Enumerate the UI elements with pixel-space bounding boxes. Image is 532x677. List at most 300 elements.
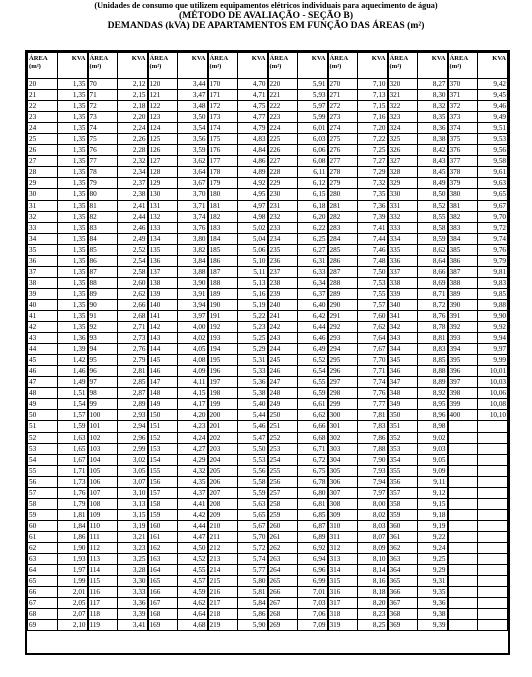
kva-cell: 3,91	[178, 288, 208, 299]
table-row	[28, 432, 508, 443]
kva-cell: 2,71	[118, 322, 148, 333]
table-row	[28, 299, 508, 310]
area-cell: 45	[28, 355, 58, 366]
kva-cell: 9,61	[478, 167, 508, 178]
kva-cell: 9,29	[418, 565, 448, 576]
area-cell: 187	[208, 266, 238, 277]
kva-cell: 6,81	[298, 498, 328, 509]
kva-cell: 1,35	[58, 255, 88, 266]
area-cell: 211	[208, 531, 238, 542]
kva-cell: 7,01	[298, 587, 328, 598]
area-cell: 118	[88, 609, 118, 620]
area-cell: 221	[268, 90, 298, 101]
area-cell: 322	[388, 101, 418, 112]
kva-cell: 9,42	[478, 79, 508, 90]
kva-cell: 5,53	[238, 454, 268, 465]
kva-cell: 8,62	[418, 244, 448, 255]
kva-cell: 9,35	[418, 587, 448, 598]
kva-cell: 5,02	[238, 222, 268, 233]
kva-cell: 4,11	[178, 377, 208, 388]
area-cell: 253	[268, 443, 298, 454]
kva-cell: 9,94	[478, 333, 508, 344]
kva-cell: 2,41	[118, 200, 148, 211]
kva-cell	[478, 421, 508, 432]
area-cell: 241	[268, 310, 298, 321]
area-cell: 233	[268, 222, 298, 233]
area-cell: 20	[28, 79, 58, 90]
table-row	[28, 200, 508, 211]
area-cell: 362	[388, 542, 418, 553]
kva-cell: 8,20	[358, 598, 388, 609]
area-cell: 139	[148, 288, 178, 299]
area-cell: 344	[388, 344, 418, 355]
table-row	[28, 421, 508, 432]
area-cell: 325	[388, 134, 418, 145]
kva-cell: 1,90	[58, 542, 88, 553]
kva-cell: 7,53	[358, 277, 388, 288]
kva-cell: 3,50	[178, 112, 208, 123]
kva-cell: 3,07	[118, 476, 148, 487]
kva-cell: 6,78	[298, 476, 328, 487]
kva-cell: 6,42	[298, 310, 328, 321]
area-cell: 315	[328, 576, 358, 587]
area-cell: 68	[28, 609, 58, 620]
area-cell: 176	[208, 145, 238, 156]
kva-cell: 9,92	[478, 322, 508, 333]
table-row	[28, 79, 508, 90]
kva-cell: 9,19	[418, 520, 448, 531]
table-row	[28, 476, 508, 487]
kva-cell: 8,52	[418, 200, 448, 211]
area-cell: 389	[448, 288, 478, 299]
kva-cell: 4,47	[178, 531, 208, 542]
kva-cell: 1,35	[58, 222, 88, 233]
area-cell: 121	[148, 90, 178, 101]
kva-cell: 2,18	[118, 101, 148, 112]
area-cell: 184	[208, 233, 238, 244]
area-cell: 220	[268, 79, 298, 90]
area-cell: 138	[148, 277, 178, 288]
area-cell: 205	[208, 465, 238, 476]
kva-cell: 2,52	[118, 244, 148, 255]
area-cell: 191	[208, 310, 238, 321]
area-cell: 35	[28, 244, 58, 255]
area-cell: 157	[148, 487, 178, 498]
area-cell: 255	[268, 465, 298, 476]
kva-cell: 2,58	[118, 266, 148, 277]
area-cell: 83	[88, 222, 118, 233]
kva-cell: 5,99	[298, 112, 328, 123]
table-row	[28, 454, 508, 465]
kva-cell	[478, 509, 508, 520]
area-cell: 347	[388, 377, 418, 388]
kva-cell: 5,56	[238, 465, 268, 476]
area-cell: 358	[388, 498, 418, 509]
kva-cell	[478, 598, 508, 609]
area-cell: 22	[28, 101, 58, 112]
area-cell: 234	[268, 233, 298, 244]
kva-cell: 1,97	[58, 565, 88, 576]
kva-cell: 10,01	[478, 366, 508, 377]
area-cell: 306	[328, 476, 358, 487]
kva-cell: 1,46	[58, 366, 88, 377]
area-cell: 400	[448, 410, 478, 421]
kva-cell: 7,90	[358, 454, 388, 465]
area-cell: 311	[328, 531, 358, 542]
area-cell: 34	[28, 233, 58, 244]
kva-cell: 1,35	[58, 79, 88, 90]
table-row	[28, 244, 508, 255]
kva-cell: 8,42	[418, 145, 448, 156]
area-cell: 378	[448, 167, 478, 178]
kva-cell: 9,88	[478, 299, 508, 310]
kva-cell: 6,12	[298, 178, 328, 189]
column-header-area: ÁREA (m²)	[28, 53, 58, 79]
kva-cell: 2,60	[118, 277, 148, 288]
area-cell: 213	[208, 554, 238, 565]
area-cell: 70	[88, 79, 118, 90]
area-cell: 251	[268, 421, 298, 432]
area-cell: 352	[388, 432, 418, 443]
area-cell: 179	[208, 178, 238, 189]
area-cell: 274	[328, 123, 358, 134]
area-cell: 263	[268, 554, 298, 565]
area-cell: 167	[148, 598, 178, 609]
table-row	[28, 410, 508, 421]
kva-cell: 9,18	[418, 509, 448, 520]
kva-cell: 6,40	[298, 299, 328, 310]
area-cell: 361	[388, 531, 418, 542]
kva-cell: 9,03	[418, 443, 448, 454]
kva-cell: 8,02	[358, 509, 388, 520]
kva-cell: 3,28	[118, 565, 148, 576]
area-cell: 128	[148, 167, 178, 178]
kva-cell: 9,81	[478, 266, 508, 277]
area-cell: 334	[388, 233, 418, 244]
kva-cell: 6,37	[298, 288, 328, 299]
area-cell: 92	[88, 322, 118, 333]
area-cell: 109	[88, 509, 118, 520]
area-cell: 115	[88, 576, 118, 587]
area-cell: 369	[388, 620, 418, 631]
kva-cell: 4,35	[178, 476, 208, 487]
kva-cell: 1,42	[58, 355, 88, 366]
table-row	[28, 90, 508, 101]
area-cell: 116	[88, 587, 118, 598]
area-cell	[448, 443, 478, 454]
kva-cell: 5,86	[238, 609, 268, 620]
kva-cell: 3,54	[178, 123, 208, 134]
area-cell: 110	[88, 520, 118, 531]
kva-cell: 1,73	[58, 476, 88, 487]
table-row	[28, 531, 508, 542]
area-cell: 123	[148, 112, 178, 123]
kva-cell: 9,83	[478, 277, 508, 288]
table-header-row	[28, 53, 508, 79]
area-cell: 102	[88, 432, 118, 443]
area-cell: 64	[28, 565, 58, 576]
area-cell	[448, 576, 478, 587]
area-cell: 276	[328, 145, 358, 156]
kva-cell: 2,15	[118, 90, 148, 101]
kva-cell: 7,67	[358, 344, 388, 355]
kva-cell: 3,67	[178, 178, 208, 189]
kva-cell: 1,65	[58, 443, 88, 454]
area-cell: 215	[208, 576, 238, 587]
area-cell: 295	[328, 355, 358, 366]
area-cell: 134	[148, 233, 178, 244]
kva-cell: 8,89	[418, 377, 448, 388]
area-cell: 156	[148, 476, 178, 487]
area-cell: 314	[328, 565, 358, 576]
kva-cell: 7,71	[358, 366, 388, 377]
kva-cell: 9,97	[478, 344, 508, 355]
kva-cell: 4,92	[238, 178, 268, 189]
column-header-area: ÁREA (m²)	[208, 53, 238, 79]
column-header-area: ÁREA (m²)	[388, 53, 418, 79]
area-cell: 269	[268, 620, 298, 631]
kva-cell: 1,81	[58, 509, 88, 520]
kva-cell	[478, 465, 508, 476]
area-cell: 151	[148, 421, 178, 432]
kva-cell: 5,84	[238, 598, 268, 609]
area-cell: 180	[208, 189, 238, 200]
area-cell	[448, 520, 478, 531]
area-cell: 246	[268, 366, 298, 377]
area-cell: 280	[328, 189, 358, 200]
area-cell: 41	[28, 310, 58, 321]
area-cell: 293	[328, 333, 358, 344]
demand-table-frame	[25, 50, 510, 655]
area-cell: 189	[208, 288, 238, 299]
kva-cell: 8,76	[418, 310, 448, 321]
kva-cell: 6,55	[298, 377, 328, 388]
area-cell	[448, 542, 478, 553]
kva-cell: 2,81	[118, 366, 148, 377]
area-cell: 152	[148, 432, 178, 443]
area-cell: 75	[88, 134, 118, 145]
kva-cell: 7,46	[358, 244, 388, 255]
kva-cell: 6,34	[298, 277, 328, 288]
area-cell: 257	[268, 487, 298, 498]
kva-cell: 3,71	[178, 200, 208, 211]
area-cell: 181	[208, 200, 238, 211]
table-row	[28, 520, 508, 531]
kva-cell: 7,77	[358, 399, 388, 410]
kva-cell: 6,87	[298, 520, 328, 531]
area-cell: 25	[28, 134, 58, 145]
kva-cell: 5,65	[238, 509, 268, 520]
area-cell: 84	[88, 233, 118, 244]
area-cell: 197	[208, 377, 238, 388]
area-cell: 291	[328, 310, 358, 321]
kva-cell: 1,35	[58, 145, 88, 156]
header-title: DEMANDAS (kVA) DE APARTAMENTOS EM FUNÇÃO DAS ÁREAS (m²)	[107, 20, 425, 31]
kva-cell: 8,92	[418, 388, 448, 399]
kva-cell: 3,48	[178, 101, 208, 112]
kva-cell: 5,93	[298, 90, 328, 101]
table-row	[28, 399, 508, 410]
kva-cell: 5,47	[238, 432, 268, 443]
kva-cell: 2,05	[58, 598, 88, 609]
kva-cell: 2,73	[118, 333, 148, 344]
table-row	[28, 565, 508, 576]
table-row	[28, 145, 508, 156]
kva-cell: 7,03	[298, 598, 328, 609]
table-row	[28, 355, 508, 366]
area-cell: 163	[148, 554, 178, 565]
area-cell: 275	[328, 134, 358, 145]
area-cell: 216	[208, 587, 238, 598]
kva-cell: 4,77	[238, 112, 268, 123]
kva-cell: 5,50	[238, 443, 268, 454]
header-subtitle: (Unidades de consumo que utilizem equipamentos elétricos individuais para aquecimento de água)	[94, 1, 438, 10]
area-cell: 80	[88, 189, 118, 200]
kva-cell: 4,37	[178, 487, 208, 498]
kva-cell: 1,71	[58, 465, 88, 476]
area-cell: 172	[208, 101, 238, 112]
kva-cell	[478, 454, 508, 465]
area-cell: 245	[268, 355, 298, 366]
area-cell: 343	[388, 333, 418, 344]
kva-cell: 6,25	[298, 233, 328, 244]
kva-cell: 4,59	[178, 587, 208, 598]
kva-cell: 7,83	[358, 421, 388, 432]
kva-cell: 3,21	[118, 531, 148, 542]
area-cell: 346	[388, 366, 418, 377]
area-cell: 264	[268, 565, 298, 576]
kva-cell: 5,77	[238, 565, 268, 576]
table-row	[28, 112, 508, 123]
area-cell: 200	[208, 410, 238, 421]
area-cell: 90	[88, 299, 118, 310]
kva-cell: 2,10	[58, 620, 88, 631]
area-cell: 61	[28, 531, 58, 542]
area-cell: 229	[268, 178, 298, 189]
kva-cell: 6,46	[298, 333, 328, 344]
area-cell: 391	[448, 310, 478, 321]
area-cell: 91	[88, 310, 118, 321]
table-row	[28, 189, 508, 200]
area-cell: 198	[208, 388, 238, 399]
area-cell: 217	[208, 598, 238, 609]
kva-cell: 2,93	[118, 410, 148, 421]
column-header-kva: KVA	[178, 53, 208, 79]
area-cell: 338	[388, 277, 418, 288]
area-cell: 365	[388, 576, 418, 587]
area-cell	[448, 609, 478, 620]
area-cell: 143	[148, 333, 178, 344]
kva-cell: 5,06	[238, 244, 268, 255]
kva-cell: 4,95	[238, 189, 268, 200]
kva-cell: 6,71	[298, 443, 328, 454]
kva-cell: 3,44	[178, 79, 208, 90]
kva-cell: 5,97	[298, 101, 328, 112]
area-cell: 142	[148, 322, 178, 333]
kva-cell: 6,49	[298, 344, 328, 355]
kva-cell: 9,12	[418, 487, 448, 498]
kva-cell: 4,02	[178, 333, 208, 344]
area-cell: 141	[148, 310, 178, 321]
area-cell: 183	[208, 222, 238, 233]
kva-cell: 10,03	[478, 377, 508, 388]
kva-cell: 2,99	[118, 443, 148, 454]
kva-cell: 1,76	[58, 487, 88, 498]
kva-cell: 9,24	[418, 542, 448, 553]
area-cell: 63	[28, 554, 58, 565]
kva-cell: 2,94	[118, 421, 148, 432]
kva-cell: 8,23	[358, 609, 388, 620]
kva-cell: 1,84	[58, 520, 88, 531]
area-cell: 252	[268, 432, 298, 443]
area-cell: 254	[268, 454, 298, 465]
kva-cell: 9,72	[478, 222, 508, 233]
table-row	[28, 178, 508, 189]
kva-cell: 6,85	[298, 509, 328, 520]
area-cell	[448, 465, 478, 476]
area-cell: 114	[88, 565, 118, 576]
area-cell	[448, 565, 478, 576]
kva-cell: 2,79	[118, 355, 148, 366]
area-cell: 113	[88, 554, 118, 565]
kva-cell: 4,42	[178, 509, 208, 520]
kva-cell: 6,96	[298, 565, 328, 576]
kva-cell: 8,07	[358, 531, 388, 542]
area-cell: 199	[208, 399, 238, 410]
kva-cell: 2,54	[118, 255, 148, 266]
kva-cell: 4,79	[238, 123, 268, 134]
area-cell: 223	[268, 112, 298, 123]
area-cell: 28	[28, 167, 58, 178]
area-cell: 279	[328, 178, 358, 189]
area-cell: 226	[268, 145, 298, 156]
area-cell	[448, 620, 478, 631]
kva-cell: 1,86	[58, 531, 88, 542]
area-cell: 382	[448, 211, 478, 222]
table-row	[28, 344, 508, 355]
area-cell: 57	[28, 487, 58, 498]
area-cell: 328	[388, 167, 418, 178]
area-cell: 135	[148, 244, 178, 255]
kva-cell: 9,39	[418, 620, 448, 631]
kva-cell: 8,10	[358, 554, 388, 565]
area-cell: 170	[208, 79, 238, 90]
kva-cell: 9,90	[478, 310, 508, 321]
kva-cell: 1,35	[58, 101, 88, 112]
column-header-area: ÁREA (m²)	[88, 53, 118, 79]
kva-cell: 2,26	[118, 134, 148, 145]
area-cell: 261	[268, 531, 298, 542]
table-row	[28, 377, 508, 388]
area-cell: 262	[268, 542, 298, 553]
area-cell: 394	[448, 344, 478, 355]
area-cell: 82	[88, 211, 118, 222]
area-cell: 93	[88, 333, 118, 344]
area-cell: 309	[328, 509, 358, 520]
area-cell: 33	[28, 222, 58, 233]
kva-cell: 3,82	[178, 244, 208, 255]
area-cell: 51	[28, 421, 58, 432]
kva-cell: 7,86	[358, 432, 388, 443]
table-row	[28, 487, 508, 498]
kva-cell: 9,56	[478, 145, 508, 156]
kva-cell: 6,15	[298, 189, 328, 200]
kva-cell: 5,38	[238, 388, 268, 399]
kva-cell: 9,74	[478, 233, 508, 244]
area-cell: 160	[148, 520, 178, 531]
area-cell: 32	[28, 211, 58, 222]
area-cell: 368	[388, 609, 418, 620]
